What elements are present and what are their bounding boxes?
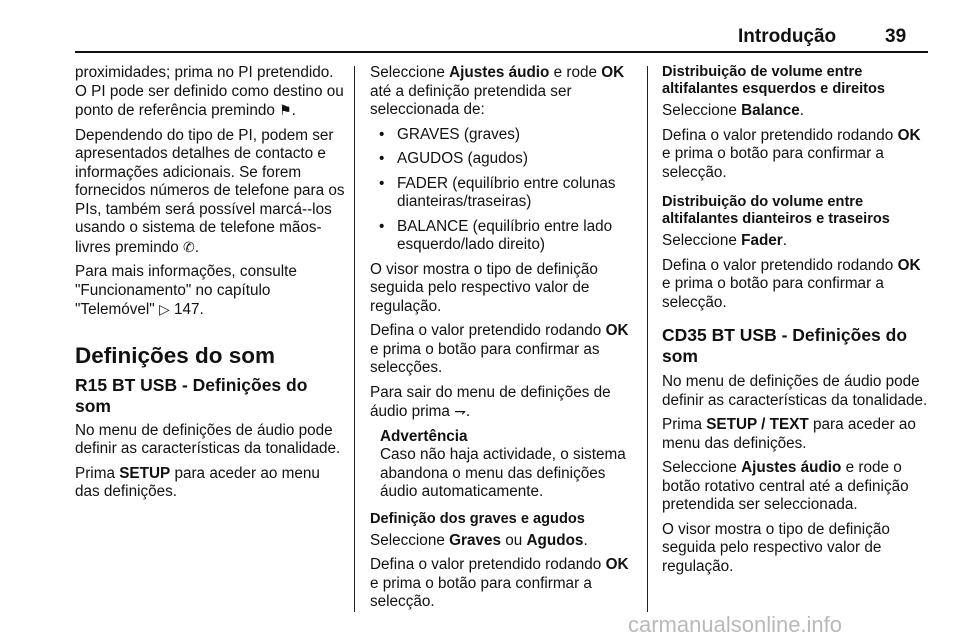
heading-bass-treble: Definição dos graves e agudos [370, 510, 585, 527]
paragraph: O visor mostra o tipo de definição seguida pelo respectivo valor de regulação. [662, 520, 890, 575]
column-1 [75, 64, 347, 508]
paragraph: No menu de definições de áudio pode definir as características da tonalidade. [662, 373, 928, 409]
column-divider-1 [354, 66, 355, 612]
paragraph: Seleccione Ajustes áudio e rode OK até a definição pretendida ser seleccionada de: [370, 64, 625, 118]
note-title: Advertência [380, 427, 468, 445]
column-divider-2 [647, 66, 648, 612]
paragraph: Para sair do menu de definições de áudio prima ⇁. [370, 383, 611, 420]
paragraph: Para mais informações, consulte "Funcionamento" no capítulo "Telemóvel" ▷ 147. [75, 263, 297, 318]
paragraph: Defina o valor pretendido rodando OK e prima o botão para confirmar a selecção. [370, 556, 629, 610]
note-text: Caso não haja actividade, o sistema abandona o menu das definições áudio automaticamente. [380, 446, 626, 500]
heading-balance: Distribuição de volume entre altifalantes esquerdos e direitos [662, 64, 886, 97]
list-item: • AGUDOS (agudos) [370, 150, 636, 169]
column-2 [370, 64, 636, 618]
page-number: 39 [885, 26, 907, 47]
paragraph: O visor mostra o tipo de definição seguida pelo respectivo valor de regulação. [370, 260, 598, 315]
heading-cd35-sound-settings: CD35 BT USB - Definições do som [662, 325, 908, 366]
heading-r15-sound-settings: R15 BT USB - Definições do som [75, 374, 308, 416]
column-3 [662, 64, 932, 582]
paragraph: Seleccione Graves ou Agudos. [370, 531, 588, 549]
header-rule [75, 51, 928, 53]
list-item: • GRAVES (graves) [370, 126, 636, 145]
heading-sound-settings: Definições do som [75, 342, 276, 368]
paragraph: Defina o valor pretendido rodando OK e prima o botão para confirmar a selecção. [662, 256, 921, 311]
flag-icon: ⚑ [279, 102, 292, 118]
note-box [380, 428, 636, 502]
list-item: • FADER (equilíbrio entre colunas dianteiras/traseiras) [370, 175, 636, 212]
paragraph: Defina o valor pretendido rodando OK e prima o botão para confirmar a selecção. [662, 126, 921, 181]
list-item: • BALANCE (equilíbrio entre lado esquerdo/lado direito) [370, 218, 636, 255]
paragraph: Defina o valor pretendido rodando OK e prima o botão para confirmar as selecções. [370, 322, 629, 376]
page-reference-icon: ▷ [158, 301, 170, 317]
settings-list [370, 126, 636, 255]
paragraph: Seleccione Fader. [662, 232, 787, 249]
paragraph: Prima SETUP / TEXT para aceder ao menu das definições. [662, 416, 916, 452]
paragraph: proximidades; prima no PI pretendido. O PI pode ser definido como destino ou ponto de referência premindo ⚑. [75, 64, 344, 119]
phone-icon: ✆ [182, 238, 195, 255]
paragraph: No menu de definições de áudio pode definir as características da tonalidade. [75, 421, 341, 457]
header-section-title: Introdução [738, 26, 837, 47]
paragraph: Seleccione Balance. [662, 102, 805, 119]
paragraph: Dependendo do tipo de PI, podem ser apresentados detalhes de contacto e informações adicionais. Se forem fornecidos números de telefone para os PIs, também será possível marcá--los usando o sistema de telefone mãos-livres premindo ✆. [75, 126, 345, 256]
paragraph: Seleccione Ajustes áudio e rode o botão rotativo central até a definição pretendida ser seleccionada. [662, 459, 909, 513]
watermark: carmanualsonline.info [628, 612, 843, 637]
heading-fader: Distribuição do volume entre altifalantes dianteiros e traseiros [662, 194, 890, 227]
paragraph: Prima SETUP para aceder ao menu das definições. [75, 464, 320, 500]
back-icon: ⇁ [454, 403, 466, 419]
